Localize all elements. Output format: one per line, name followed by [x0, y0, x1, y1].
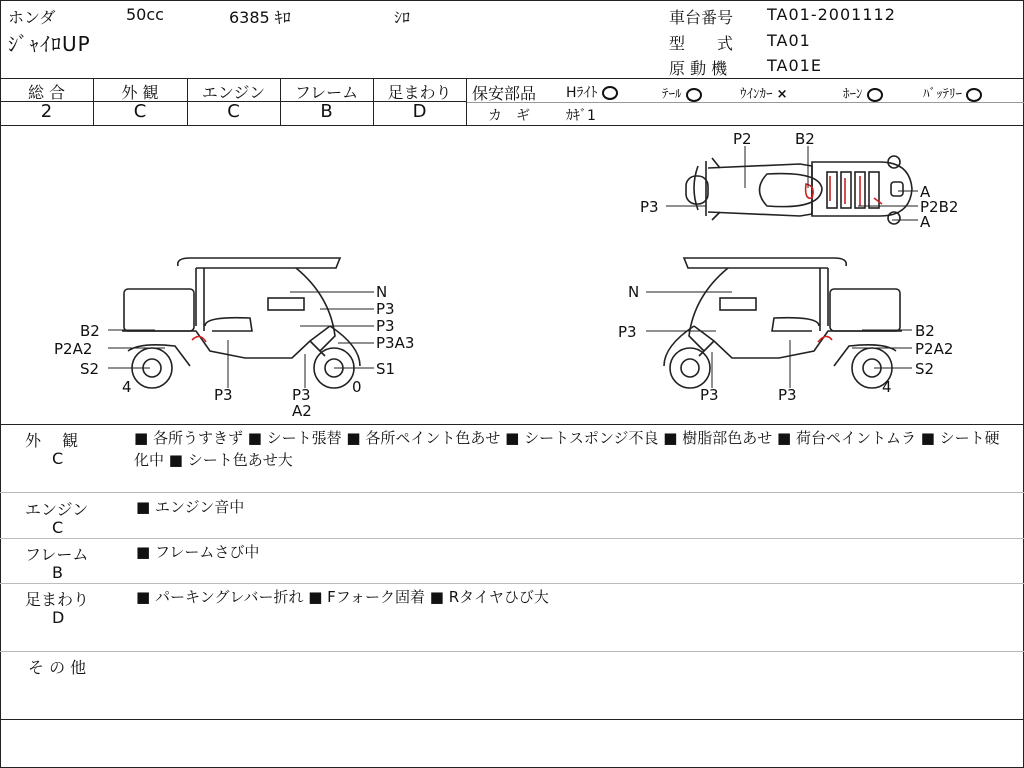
diagram-label: P3A3: [376, 334, 415, 352]
damage-diagram: [0, 126, 1024, 424]
diagram-label: P2A2: [915, 340, 954, 358]
grade-value-engine: C: [227, 101, 240, 122]
diagram-label: N: [628, 283, 640, 301]
section-text-frame: ■ フレームさび中: [136, 543, 260, 561]
diagram-label: P3: [700, 386, 719, 404]
grade-value-frame: B: [320, 101, 333, 122]
divider: [0, 651, 1024, 652]
diagram-label: N: [376, 283, 388, 301]
grade-label-engine: エンジン: [201, 83, 266, 102]
chassis-label: 車台番号: [669, 8, 734, 27]
leader-lines: [108, 146, 918, 388]
key-value: ｶｷﾞ1: [566, 108, 596, 124]
engine-label: 原 動 機: [669, 59, 728, 78]
ok-mark-icon: [867, 88, 883, 102]
divider: [466, 78, 467, 125]
safety-tail: [662, 83, 702, 102]
diagram-label: P3: [778, 386, 797, 404]
section-label-engine: エンジン: [25, 500, 89, 519]
safety-item-name: Hﾗｲﾄ: [566, 85, 598, 101]
safety-horn: [843, 83, 883, 102]
maker: ホンダ: [8, 8, 56, 27]
divider: [0, 78, 1024, 79]
divider: [0, 492, 1024, 493]
engine-value: TA01E: [767, 56, 822, 75]
ok-mark-icon: [602, 86, 618, 100]
section-grade-suspension: D: [52, 608, 65, 627]
diagram-label: B2: [80, 322, 100, 340]
safety-item-name: ﾊﾞｯﾃﾘｰ: [923, 87, 962, 102]
section-grade-engine: C: [52, 518, 64, 537]
section-grade-exterior: C: [52, 449, 64, 468]
section-grade-frame: B: [52, 563, 63, 582]
left-side-scooter: [122, 258, 360, 388]
diagram-label: 4: [882, 378, 892, 396]
type-label: 型 式: [669, 34, 734, 53]
diagram-label: B2: [795, 130, 815, 148]
diagram-label: S2: [915, 360, 935, 378]
ng-mark-icon: ×: [776, 87, 788, 102]
type-value: TA01: [767, 31, 811, 50]
divider: [466, 102, 1024, 103]
grade-value-exterior: C: [133, 101, 147, 122]
top-view-scooter: [686, 156, 912, 224]
section-text-suspension: ■ パーキングレバー折れ ■ Fフォーク固着 ■ Rタイヤひび大: [136, 588, 549, 606]
diagram-label: P3: [292, 386, 311, 404]
diagram-label: P3: [376, 317, 395, 335]
model-name: ｼﾞｬｲﾛUP: [8, 32, 91, 56]
diagram-label: P3: [376, 300, 395, 318]
mileage: 6385 ｷﾛ: [229, 8, 291, 27]
section-label-suspension: 足まわり: [25, 590, 90, 609]
ok-mark-icon: [686, 88, 702, 102]
grade-value-suspension: D: [412, 101, 427, 122]
section-label-other: そ の 他: [28, 658, 87, 677]
section-label-exterior: 外 観: [25, 431, 79, 450]
body-color: ｼﾛ: [394, 8, 411, 27]
diagram-label: P2: [733, 130, 752, 148]
diagram-label: P3: [214, 386, 233, 404]
diagram-label: A: [920, 213, 931, 231]
diagram-label: P3: [618, 323, 637, 341]
safety-battery: [923, 83, 982, 102]
diagram-label: A2: [292, 402, 312, 420]
divider: [0, 583, 1024, 584]
diagram-label: P2B2: [920, 198, 959, 216]
chassis-value: TA01-2001112: [767, 5, 896, 24]
diagram-label: A: [920, 183, 931, 201]
diagram-label: 4: [122, 378, 132, 396]
diagram-label: B2: [915, 322, 935, 340]
grade-label-overall: 総 合: [27, 83, 66, 102]
divider: [0, 538, 1024, 539]
safety-item-name: ﾃｰﾙ: [662, 87, 682, 102]
diagram-label: 0: [352, 378, 362, 396]
right-side-scooter: [664, 258, 902, 388]
section-label-frame: フレーム: [25, 545, 89, 564]
safety-item-name: ｳｲﾝｶｰ: [740, 87, 773, 102]
section-text-engine: ■ エンジン音中: [136, 498, 245, 516]
safety-item-name: ﾎｰﾝ: [843, 87, 863, 102]
diagram-label: P2A2: [54, 340, 93, 358]
engine-cc: 50cc: [126, 5, 164, 24]
grade-label-exterior: 外 観: [121, 83, 159, 102]
ok-mark-icon: [966, 88, 982, 102]
diagram-label: S2: [80, 360, 100, 378]
diagram-label: P3: [640, 198, 659, 216]
diagram-label: S1: [376, 360, 396, 378]
safety-label: 保安部品: [472, 84, 537, 103]
grade-label-frame: フレーム: [294, 83, 359, 102]
safety-winker: [740, 83, 788, 102]
grade-value-overall: 2: [40, 101, 53, 122]
safety-headlight: [566, 82, 618, 102]
divider: [0, 719, 1024, 720]
section-text-exterior: ■ 各所うすきず ■ シート張替 ■ 各所ペイント色あせ ■ シートスポンジ不良 ■ 樹脂部色あせ ■ 荷台ペイントムラ ■ シート硬化中 ■ シート色あせ大: [134, 429, 1000, 469]
grade-label-suspension: 足まわり: [387, 83, 452, 102]
divider: [0, 424, 1024, 425]
key-label: カ ギ: [488, 108, 530, 124]
